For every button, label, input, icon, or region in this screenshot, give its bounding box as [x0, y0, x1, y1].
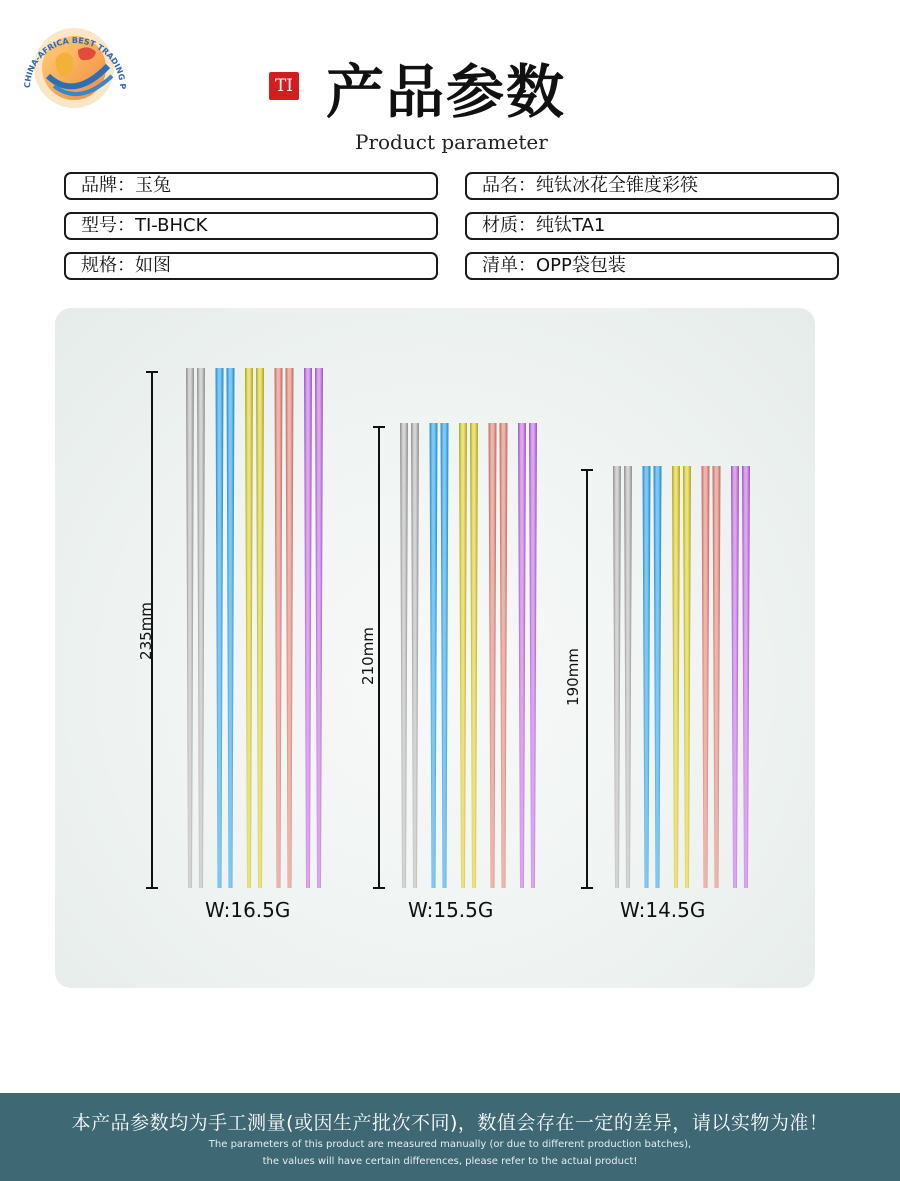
page-subtitle: Product parameter: [355, 130, 548, 154]
chopstick-purple-235-1: [304, 368, 312, 888]
page-title: 产品参数: [326, 58, 567, 126]
weight-label-235: W:16.5G: [205, 898, 291, 922]
chopstick-gold-235-2: [256, 368, 264, 888]
chopstick-blue-235-2: [227, 368, 235, 888]
chopstick-rose-210-2: [500, 423, 508, 888]
length-label-190: 190mm: [564, 648, 582, 706]
param-material: 材质：纯钛TA1: [465, 212, 839, 240]
chopstick-rose-190-2: [713, 466, 721, 888]
chopstick-blue-210-2: [441, 423, 449, 888]
chopstick-purple-235-2: [315, 368, 323, 888]
weight-label-190: W:14.5G: [620, 898, 706, 922]
param-brand: 品牌：玉兔: [64, 172, 438, 200]
disclaimer-en-line2: the values will have certain differences, please refer to the actual product!: [262, 1156, 638, 1167]
chopstick-silver-235-1: [186, 368, 194, 888]
length-label-210: 210mm: [359, 627, 377, 685]
chopstick-silver-210-2: [411, 423, 419, 888]
chopstick-rose-235-2: [286, 368, 294, 888]
param-package: 清单：OPP袋包装: [465, 252, 839, 280]
chopstick-gold-210-2: [470, 423, 478, 888]
chopstick-gold-190-2: [683, 466, 691, 888]
chopstick-gold-210-1: [459, 423, 467, 888]
chopstick-rose-210-1: [489, 423, 497, 888]
chopstick-silver-190-1: [613, 466, 621, 888]
chopstick-silver-190-2: [624, 466, 632, 888]
chopstick-gold-190-1: [672, 466, 680, 888]
chopstick-purple-210-1: [518, 423, 526, 888]
chopstick-gold-235-1: [245, 368, 253, 888]
param-product-name: 品名：纯钛冰花全锥度彩筷: [465, 172, 839, 200]
chopstick-purple-190-2: [742, 466, 750, 888]
disclaimer-en-line1: The parameters of this product are measured manually (or due to different production batches),: [208, 1139, 692, 1150]
chopstick-rose-190-1: [702, 466, 710, 888]
chopstick-silver-210-1: [400, 423, 408, 888]
chopstick-purple-210-2: [529, 423, 537, 888]
param-model: 型号：TI-BHCK: [64, 212, 438, 240]
disclaimer-footer: [0, 1093, 900, 1181]
chopstick-rose-235-1: [275, 368, 283, 888]
chopstick-blue-190-2: [654, 466, 662, 888]
disclaimer-cn: 本产品参数均为手工测量(或因生产批次不同)，数值会存在一定的差异，请以实物为准！: [71, 1112, 829, 1134]
logo-text: CHINA-AFRICA BEST TRADING P: [22, 35, 128, 90]
ti-badge: TI: [269, 72, 299, 100]
length-label-235: 235mm: [137, 602, 155, 660]
chopstick-silver-235-2: [197, 368, 205, 888]
weight-label-210: W:15.5G: [408, 898, 494, 922]
param-spec: 规格：如图: [64, 252, 438, 280]
chopstick-blue-235-1: [216, 368, 224, 888]
chopstick-blue-190-1: [643, 466, 651, 888]
chopstick-purple-190-1: [731, 466, 739, 888]
chopstick-blue-210-1: [430, 423, 438, 888]
